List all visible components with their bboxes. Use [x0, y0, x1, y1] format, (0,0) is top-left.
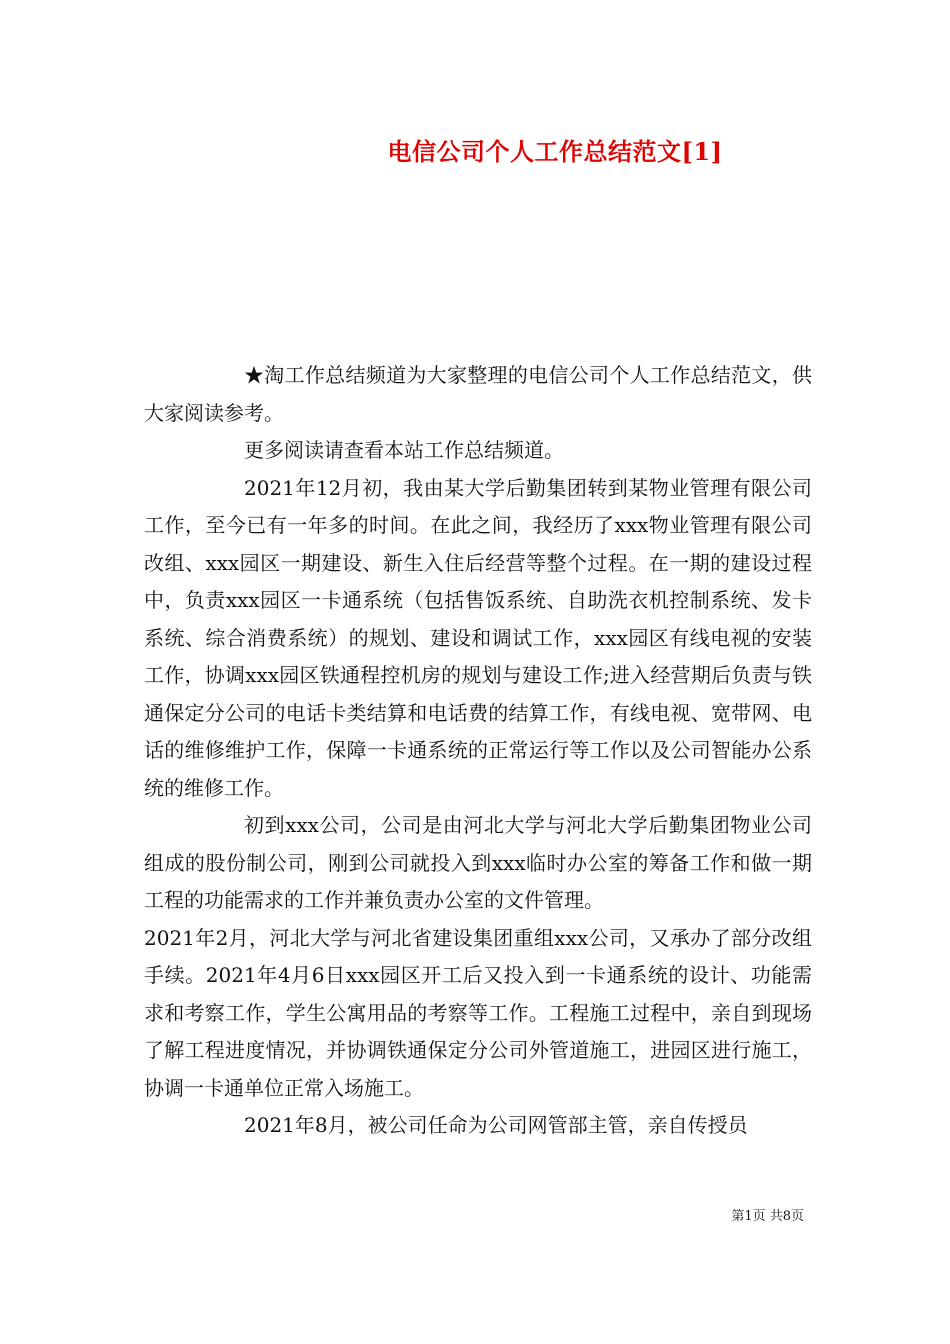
paragraph-intro: ★淘工作总结频道为大家整理的电信公司个人工作总结范文，供大家阅读参考。	[144, 363, 812, 425]
page-number: 第1页 共8页	[731, 1209, 804, 1224]
paragraph-network-manager: 2021年8月，被公司任命为公司网管部主管，亲自传授员	[244, 1113, 748, 1137]
document-body	[144, 357, 812, 1145]
document-title: 电信公司个人工作总结范文[1]	[387, 137, 723, 166]
paragraph-initial-work: 初到xxx公司，公司是由河北大学与河北大学后勤集团物业公司组成的股份制公司，刚到公司就投入到xxx临时办公室的筹备工作和做一期工程的功能需求的工作并兼负责办公室的文件管理。	[144, 813, 812, 912]
paragraph-career-overview: 2021年12月初，我由某大学后勤集团转到某物业管理有限公司工作，至今已有一年多的时间。在此之间，我经历了xxx物业管理有限公司改组、xxx园区一期建设、新生入住后经营等整个过程。在一期的建设过程中，负责xxx园区一卡通系统（包括售饭系统、自助洗衣机控制系统、发卡系统、综合消费系统）的规划、建设和调试工作，xxx园区有线电视的安装工作，协调xxx园区铁通程控机房的规划与建设工作;进入经营期后负责与铁通保定分公司的电话卡类结算和电话费的结算工作，有线电视、宽带网、电话的维修维护工作，保障一卡通系统的正常运行等工作以及公司智能办公系统的维修工作。	[144, 475, 812, 800]
paragraph-more-reading: 更多阅读请查看本站工作总结频道。	[244, 438, 564, 462]
paragraph-restructure: 2021年2月，河北大学与河北省建设集团重组xxx公司，又承办了部分改组手续。2021年4月6日xxx园区开工后又投入到一卡通系统的设计、功能需求和考察工作，学生公寓用品的考察等工作。工程施工过程中，亲自到现场了解工程进度情况，并协调铁通保定分公司外管道施工，进园区进行施工，协调一卡通单位正常入场施工。	[144, 925, 812, 1100]
